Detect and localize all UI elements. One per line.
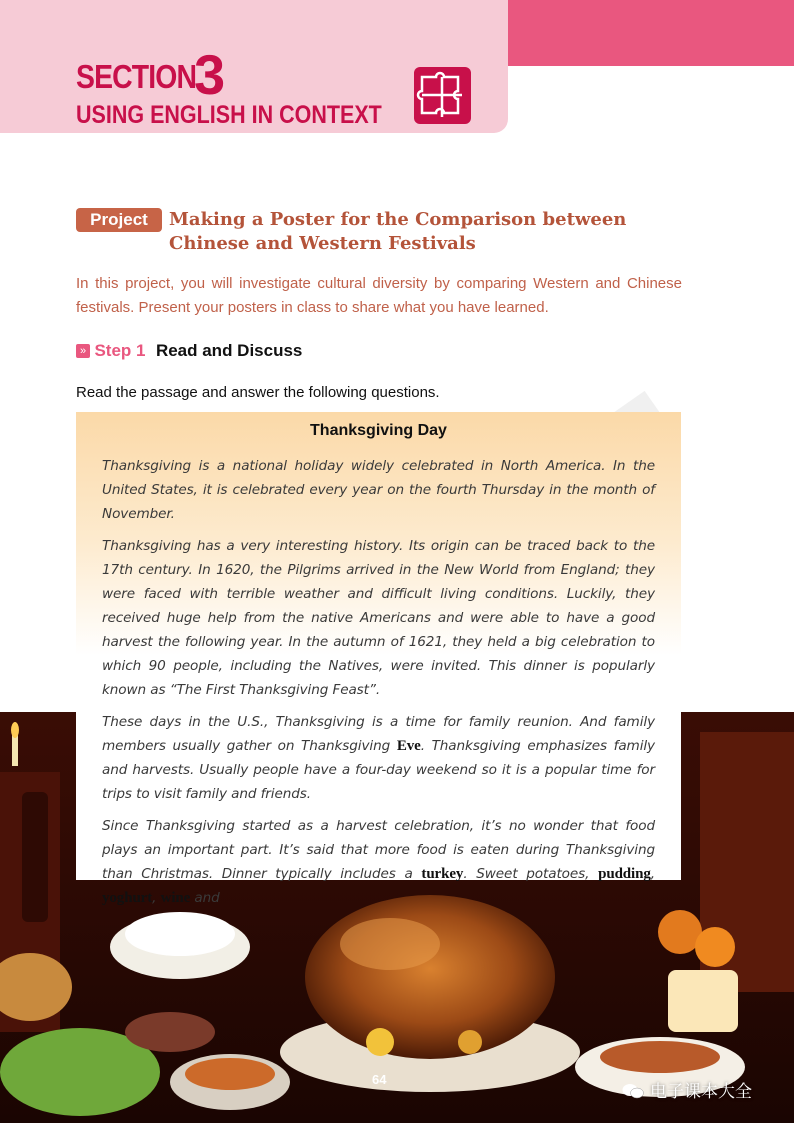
passage-paragraph-3 [102, 710, 655, 806]
brand-watermark [622, 1077, 752, 1102]
header-corner-accent [508, 0, 794, 66]
passage-paragraph-4 [102, 814, 655, 910]
vocab-word: Eve [396, 738, 421, 754]
vocab-word: pudding [598, 866, 651, 882]
text-span: , [152, 890, 161, 906]
passage-paragraph-2: Thanksgiving has a very interesting history. Its origin can be traced back to the 17th century. In 1620, the Pilgrims arrived in the New World from England; they were faced with terrible weather and difficult living conditions. Luckily, they received huge help from the native Americans and were able to have a good harvest the following year. In the autumn of 1621, they held a big celebration to which 90 people, including the Natives, were invited. This dinner is popularly known as “The First Thanksgiving Feast”. [102, 538, 655, 698]
puzzle-icon [414, 67, 471, 124]
passage-box [76, 412, 681, 906]
passage-paragraph-1: Thanksgiving is a national holiday widely celebrated in North America. In the United States, it is celebrated every year on the fourth Thursday in the month of November. [102, 458, 655, 522]
wechat-icon [622, 1083, 644, 1099]
text-span: and [190, 890, 220, 906]
vocab-word: yoghurt [102, 890, 153, 906]
project-intro: In this project, you will investigate cultural diversity by comparing Western and Chinese festivals. Present your posters in class to share what you have learned. [76, 275, 682, 316]
project-title: Making a Poster for the Comparison between Chinese and Western Festivals [169, 209, 627, 254]
section-subtitle: USING ENGLISH IN CONTEXT [76, 101, 382, 129]
step-heading [76, 341, 302, 363]
brand-text: 电子课本大全 [650, 1082, 752, 1101]
passage-title: Thanksgiving Day [310, 422, 447, 439]
project-badge: Project [76, 208, 162, 232]
double-chevron-icon: » [76, 344, 90, 358]
vocab-word: wine [160, 890, 191, 906]
section-number: 3 [194, 43, 226, 106]
page-number: 64 [372, 1072, 387, 1087]
step-title: Read and Discuss [155, 341, 303, 360]
text-span: These days in the U.S., Thanksgiving is a time for family reunion. And family members usually gather on Thanksgiving [102, 714, 655, 754]
step-label: Step 1 [94, 341, 146, 360]
text-span: , [650, 866, 655, 882]
text-span: . Thanksgiving emphasizes family and harvests. Usually people have a four-day weekend so it is a popular time for trips to visit family and friends. [102, 738, 655, 802]
text-span: Since Thanksgiving started as a harvest celebration, it’s no wonder that food plays an important part. It’s said that more food is eaten during Thanksgiving than Christmas. Dinner typically includes a [102, 818, 655, 882]
text-span: . Sweet potatoes, [463, 866, 599, 882]
section-label: SECTION [76, 58, 197, 95]
vocab-word: turkey [421, 866, 464, 882]
instruction: Read the passage and answer the following questions. [76, 384, 440, 401]
